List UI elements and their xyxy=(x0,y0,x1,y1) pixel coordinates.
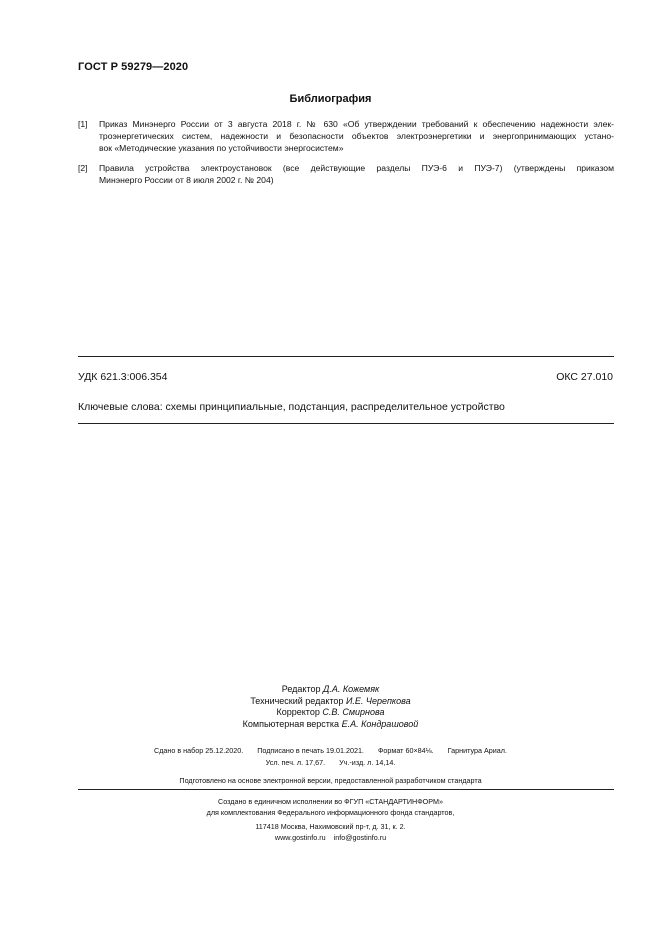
website-link[interactable]: www.gostinfo.ru xyxy=(274,833,326,842)
ref-text-line: Правила устройства электроустановок (все действующие разделы ПУЭ-6 и ПУЭ-7) (утверждены приказом xyxy=(99,163,614,173)
publisher-sheets: Уч.-изд. л. 14,14. xyxy=(339,758,396,767)
publisher-line: для комплектования Федерального информационного фонда стандартов, xyxy=(206,808,455,817)
credit-name: И.Е. Черепкова xyxy=(345,695,411,706)
credits-block xyxy=(0,684,661,730)
divider xyxy=(78,423,614,424)
divider xyxy=(78,356,614,357)
prepared-note: Подготовлено на основе электронной версии, предоставленной разработчиком стандарта xyxy=(179,776,482,785)
standard-code: ГОСТ Р 59279—2020 xyxy=(78,61,189,73)
credit-name: С.В. Смирнова xyxy=(322,707,385,718)
oks-code: ОКС 27.010 xyxy=(556,371,613,383)
ref-number: [1] xyxy=(78,119,88,129)
ref-text-line: Минэнерго России от 8 июля 2002 г. № 204) xyxy=(99,175,274,185)
credit-role: Редактор xyxy=(281,684,323,694)
credit-role: Корректор xyxy=(276,707,323,718)
bibliography-item xyxy=(78,162,614,186)
keywords: Ключевые слова: схемы принципиальные, подстанция, распределительное устройство xyxy=(78,401,505,413)
publisher-line: Создано в единичном исполнении во ФГУП «СТАНДАРТИНФОРМ» xyxy=(218,797,443,806)
printing-info-line xyxy=(0,758,661,767)
publisher-contacts xyxy=(0,832,661,843)
print-sheets: Усл. печ. л. 17,67. xyxy=(265,758,326,767)
email-link[interactable]: info@gostinfo.ru xyxy=(333,833,387,842)
bibliography-item xyxy=(78,118,614,154)
credit-line xyxy=(0,707,661,719)
typeset-date: Сдано в набор 25.12.2020. xyxy=(154,746,244,755)
format: Формат 60×84⅛. xyxy=(377,746,434,755)
credit-line xyxy=(0,696,661,708)
credit-role: Компьютерная верстка xyxy=(242,718,342,729)
signed-date: Подписано в печать 19.01.2021. xyxy=(257,746,364,755)
divider xyxy=(78,789,614,790)
credit-name: Е.А. Кондрашовой xyxy=(341,718,419,729)
credit-line xyxy=(0,684,661,696)
typeface: Гарнитура Ариал. xyxy=(447,746,507,755)
ref-number: [2] xyxy=(78,163,88,173)
credit-role: Технический редактор xyxy=(250,695,346,706)
credit-name: Д.А. Кожемяк xyxy=(322,684,380,694)
ref-text-line: Приказ Минэнерго России от 3 августа 2018 г. № 630 «Об утверждении требований к обеспечению надежности элек- xyxy=(99,119,614,129)
bibliography-title: Библиография xyxy=(289,93,372,105)
udk-code: УДК 621.3:006.354 xyxy=(78,371,168,383)
printing-info-line xyxy=(0,746,661,755)
ref-text-line: вок «Методические указания по устойчивости энергосистем» xyxy=(99,143,344,153)
ref-text-line: троэнергетических систем, надежности и безопасности объектов электроэнергетики и энергопринимающих устано- xyxy=(99,131,614,141)
publisher-address: 117418 Москва, Нахимовский пр-т, д. 31, к. 2. xyxy=(255,822,406,831)
credit-line xyxy=(0,719,661,731)
